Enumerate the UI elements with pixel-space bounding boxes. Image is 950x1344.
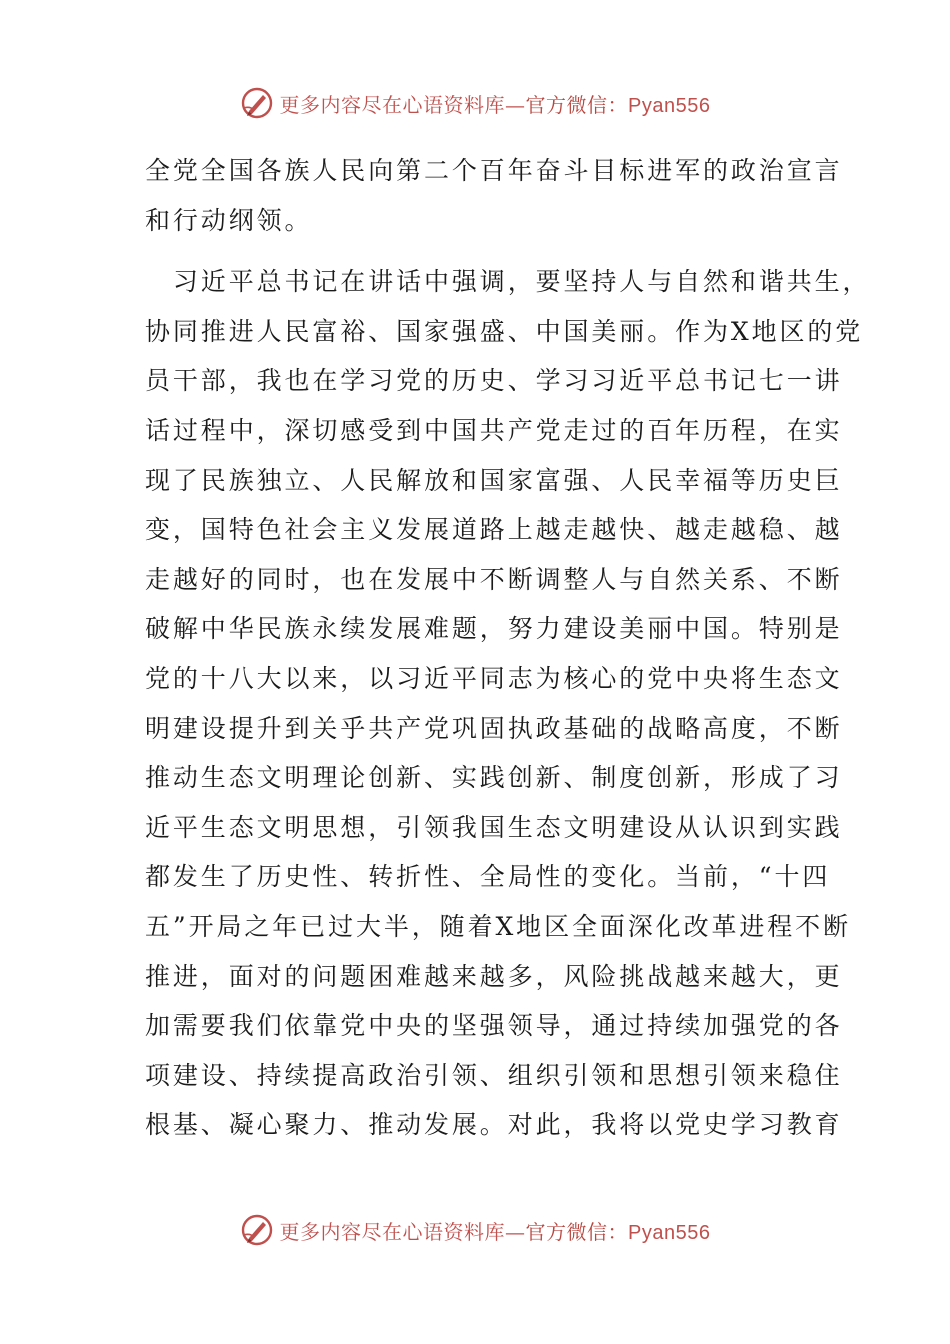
text-line: 走越好的同时，也在发展中不断调整人与自然关系、不断 — [145, 564, 843, 594]
text-line: 近平生态文明思想，引领我国生态文明建设从认识到实践 — [145, 812, 843, 842]
header-banner-text — [280, 89, 711, 118]
text-line: 习近平总书记在讲话中强调，要坚持人与自然和谐共生， — [145, 267, 871, 297]
header-wechat-id: Pyan556 — [628, 94, 711, 117]
text-line: 破解中华民族永续发展难题，努力建设美丽中国。特别是 — [145, 614, 843, 644]
text-line: 明建设提升到关乎共产党巩固执政基础的战略高度，不断 — [145, 713, 843, 743]
text-line: 项建设、持续提高政治引领、组织引领和思想引领来稳住 — [145, 1060, 843, 1090]
header-banner — [0, 83, 950, 123]
text-line: 和行动纲领。 — [145, 205, 313, 235]
text-line: 协同推进人民富裕、国家强盛、中国美丽。作为X地区的党 — [145, 316, 864, 346]
text-line: 根基、凝心聚力、推动发展。对此，我将以党史学习教育 — [145, 1110, 843, 1140]
pen-logo-icon — [240, 86, 274, 120]
paragraph-gap — [145, 245, 810, 257]
header-wechat-label: 官方微信： — [525, 92, 629, 117]
footer-wechat-label: 官方微信： — [525, 1219, 629, 1244]
text-line: 全党全国各族人民向第二个百年奋斗目标进军的政治宣言 — [145, 156, 843, 185]
text-line: 推动生态文明理论创新、实践创新、制度创新，形成了习 — [145, 763, 843, 793]
header-site-text: 更多内容尽在心语资料库 — [279, 92, 506, 117]
footer-site-text: 更多内容尽在心语资料库 — [279, 1219, 506, 1244]
text-line: 话过程中，深切感受到中国共产党走过的百年历程，在实 — [145, 415, 843, 445]
pen-logo-icon — [240, 1213, 274, 1247]
footer-banner — [0, 1210, 950, 1250]
paragraph-2 — [145, 257, 871, 1150]
text-line: 变，国特色社会主义发展道路上越走越快、越走越稳、越 — [145, 515, 843, 545]
text-line: 党的十八大以来，以习近平同志为核心的党中央将生态文 — [145, 663, 843, 693]
header-dash: — — [505, 92, 526, 117]
footer-banner-text — [280, 1216, 711, 1245]
text-line: 加需要我们依靠党中央的坚强领导，通过持续加强党的各 — [145, 1011, 843, 1041]
text-line: 现了民族独立、人民解放和国家富强、人民幸福等历史巨 — [145, 465, 843, 495]
paragraph-1 — [145, 146, 843, 245]
document-body — [145, 146, 871, 1150]
footer-wechat-id: Pyan556 — [628, 1221, 711, 1244]
text-line: 都发生了历史性、转折性、全局性的变化。当前，“十四 — [145, 862, 831, 892]
text-line: 推进，面对的问题困难越来越多，风险挑战越来越大，更 — [145, 961, 843, 991]
text-line: 员干部，我也在学习党的历史、学习习近平总书记七一讲 — [145, 366, 843, 396]
footer-dash: — — [505, 1219, 526, 1244]
text-line: 五”开局之年已过大半，随着X地区全面深化改革进程不断 — [145, 911, 851, 941]
